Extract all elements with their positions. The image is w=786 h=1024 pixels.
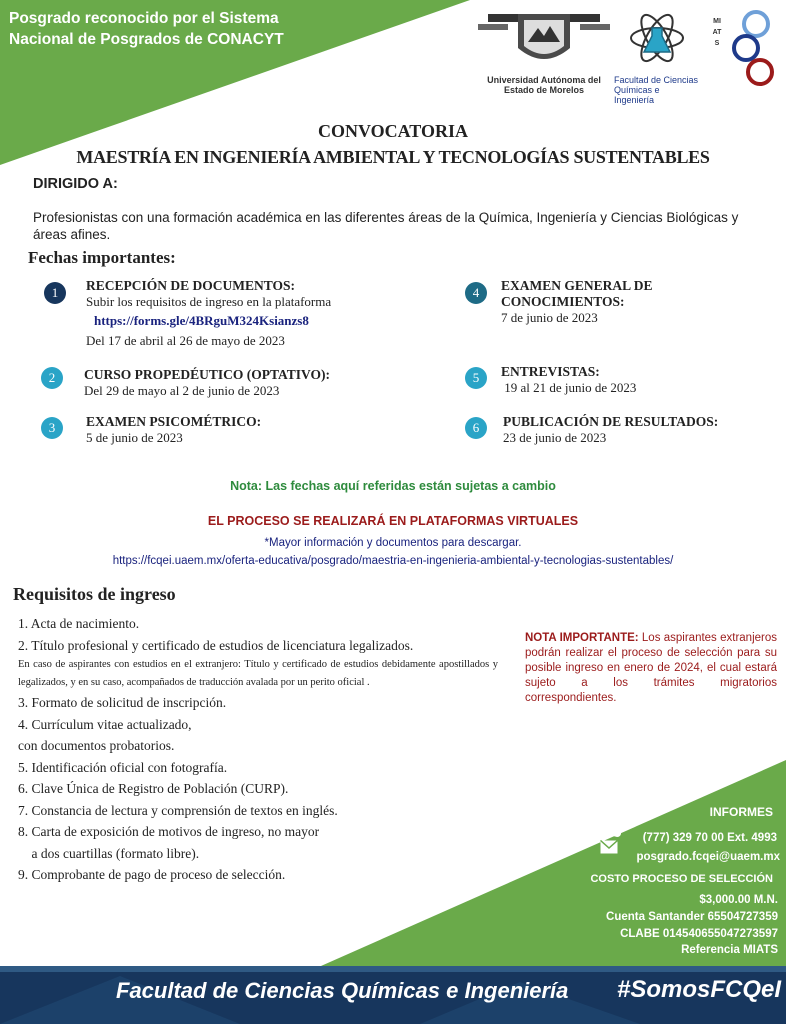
step-4-number: 4 xyxy=(465,282,487,304)
list-item: 9. Comprobante de pago de proceso de selección. xyxy=(18,867,286,882)
step-5-line1: 19 al 21 de junio de 2023 xyxy=(501,380,637,395)
list-item: a dos cuartillas (formato libre). xyxy=(18,845,200,861)
list-item: 7. Constancia de lectura y comprensión de textos en inglés. xyxy=(18,802,338,818)
list-item: 2. Título profesional y certificado de estudios de licenciatura legalizados. xyxy=(18,637,414,653)
step-1-line1: Subir los requisitos de ingreso en la plataforma xyxy=(86,294,332,309)
costo-cuenta: Cuenta Santander 65504727359 xyxy=(606,911,778,923)
step-6-number: 6 xyxy=(465,417,487,439)
banner-text xyxy=(9,8,369,50)
footer-hashtag: #SomosFCQeI xyxy=(617,976,782,1003)
list-item: 1. Acta de nacimiento. xyxy=(18,616,140,631)
mas-informacion: *Mayor información y documentos para descargar. xyxy=(264,537,522,549)
title-programa: MAESTRÍA EN INGENIERÍA AMBIENTAL Y TECNOLOGÍAS SUSTENTABLES xyxy=(76,147,710,167)
nota-importante xyxy=(525,631,777,706)
step-1-line2: Del 17 de abril al 26 de mayo de 2023 xyxy=(86,333,285,348)
nota-cambio: Nota: Las fechas aquí referidas están sujetas a cambio xyxy=(230,479,556,493)
step-4 xyxy=(501,278,771,326)
step-1-link[interactable]: https://forms.gle/4BRguM324Ksianzs8 xyxy=(94,313,309,328)
step-5-number: 5 xyxy=(465,367,487,389)
programa-url-link[interactable]: https://fcqei.uaem.mx/oferta-educativa/posgrado/maestria-en-ingenieria-ambiental-y-tecnologias-sustentables/ xyxy=(112,555,674,567)
fcqei-logo xyxy=(612,8,702,105)
list-item: 4. Currículum vitae actualizado, xyxy=(18,716,192,732)
step-2 xyxy=(84,367,404,399)
step-2-line1: Del 29 de mayo al 2 de junio de 2023 xyxy=(84,383,280,398)
costo-referencia: Referencia MIATS xyxy=(681,944,778,956)
costo-monto: $3,000.00 M.N. xyxy=(699,894,778,906)
step-3-number: 3 xyxy=(41,417,63,439)
step-2-number: 2 xyxy=(41,367,63,389)
title-convocatoria: CONVOCATORIA xyxy=(318,121,468,141)
uaem-line1: Universidad Autónoma del xyxy=(487,75,601,85)
banner-line2: Nacional de Posgrados de CONACYT xyxy=(9,31,284,48)
step-4-title2: CONOCIMIENTOS: xyxy=(501,294,625,309)
footer-faculty-name: Facultad de Ciencias Químicas e Ingeniería xyxy=(116,978,569,1003)
fechas-heading: Fechas importantes: xyxy=(28,248,176,267)
uaem-shield-icon xyxy=(478,8,610,70)
list-item: 5. Identificación oficial con fotografía. xyxy=(18,759,228,775)
fcqei-line2: Químicas e Ingeniería xyxy=(614,85,660,105)
uaem-line2: Estado de Morelos xyxy=(503,85,584,95)
step-6-line1: 23 de junio de 2023 xyxy=(503,430,607,445)
nota-importante-label: NOTA IMPORTANTE: xyxy=(525,632,639,644)
informes-heading: INFORMES xyxy=(709,805,773,819)
step-4-title: EXAMEN GENERAL DE xyxy=(501,278,653,293)
step-5 xyxy=(501,364,771,396)
step-3-title: EXAMEN PSICOMÉTRICO: xyxy=(86,414,262,429)
informes-email: posgrado.fcqei@uaem.mx xyxy=(636,851,780,863)
step-6-title: PUBLICACIÓN DE RESULTADOS: xyxy=(503,414,719,429)
informes-phone: (777) 329 70 00 Ext. 4993 xyxy=(642,832,777,844)
step-1-title: RECEPCIÓN DE DOCUMENTOS: xyxy=(86,278,296,293)
step-3 xyxy=(86,414,386,446)
miats-logo xyxy=(712,10,778,90)
dirigido-heading: DIRIGIDO A: xyxy=(33,176,118,192)
step-1 xyxy=(86,278,386,349)
banner-line1: Posgrado reconocido por el Sistema xyxy=(9,10,279,27)
requisitos-heading: Requisitos de ingreso xyxy=(13,584,176,604)
uaem-logo xyxy=(478,8,610,95)
costo-heading: COSTO PROCESO DE SELECCIÓN xyxy=(590,873,773,885)
fcqei-line1: Facultad de Ciencias xyxy=(614,75,699,85)
costo-clabe: CLABE 014540655047273597 xyxy=(620,928,778,940)
step-6 xyxy=(503,414,778,446)
dirigido-text: Profesionistas con una formación académica en las diferentes áreas de la Química, Ingeniería y Ciencias Biológicas y áreas afines. xyxy=(33,210,739,242)
miats-circles-icon xyxy=(726,10,780,88)
proceso-virtual: EL PROCESO SE REALIZARÁ EN PLATAFORMAS VIRTUALES xyxy=(207,514,579,528)
list-item: En caso de aspirantes con estudios en el extranjero: Título y certificado de estudios debidamente apostillados y legalizados, y en su caso, acompañados de traducción avalada por un perito oficial . xyxy=(18,659,498,688)
atom-flask-icon xyxy=(612,8,702,70)
step-1-number: 1 xyxy=(44,282,66,304)
nota-importante-text: Los aspirantes extranjeros podrán realizar el proceso de selección para su posible ingreso en enero de 2024, el cual estará sujeto a los trámites migratorios correspondientes. xyxy=(525,632,777,704)
list-item: 6. Clave Única de Registro de Población (CURP). xyxy=(18,781,289,796)
step-5-title: ENTREVISTAS: xyxy=(501,364,600,379)
step-4-line1: 7 de junio de 2023 xyxy=(501,310,598,325)
list-item: con documentos probatorios. xyxy=(18,738,175,753)
list-item: 3. Formato de solicitud de inscripción. xyxy=(18,695,227,710)
step-3-line1: 5 de junio de 2023 xyxy=(86,430,183,445)
list-item: 8. Carta de exposición de motivos de ingreso, no mayor xyxy=(18,824,320,839)
step-2-title: CURSO PROPEDÉUTICO (OPTATIVO): xyxy=(84,367,330,382)
miats-vertical-label: MIATS xyxy=(712,18,722,47)
